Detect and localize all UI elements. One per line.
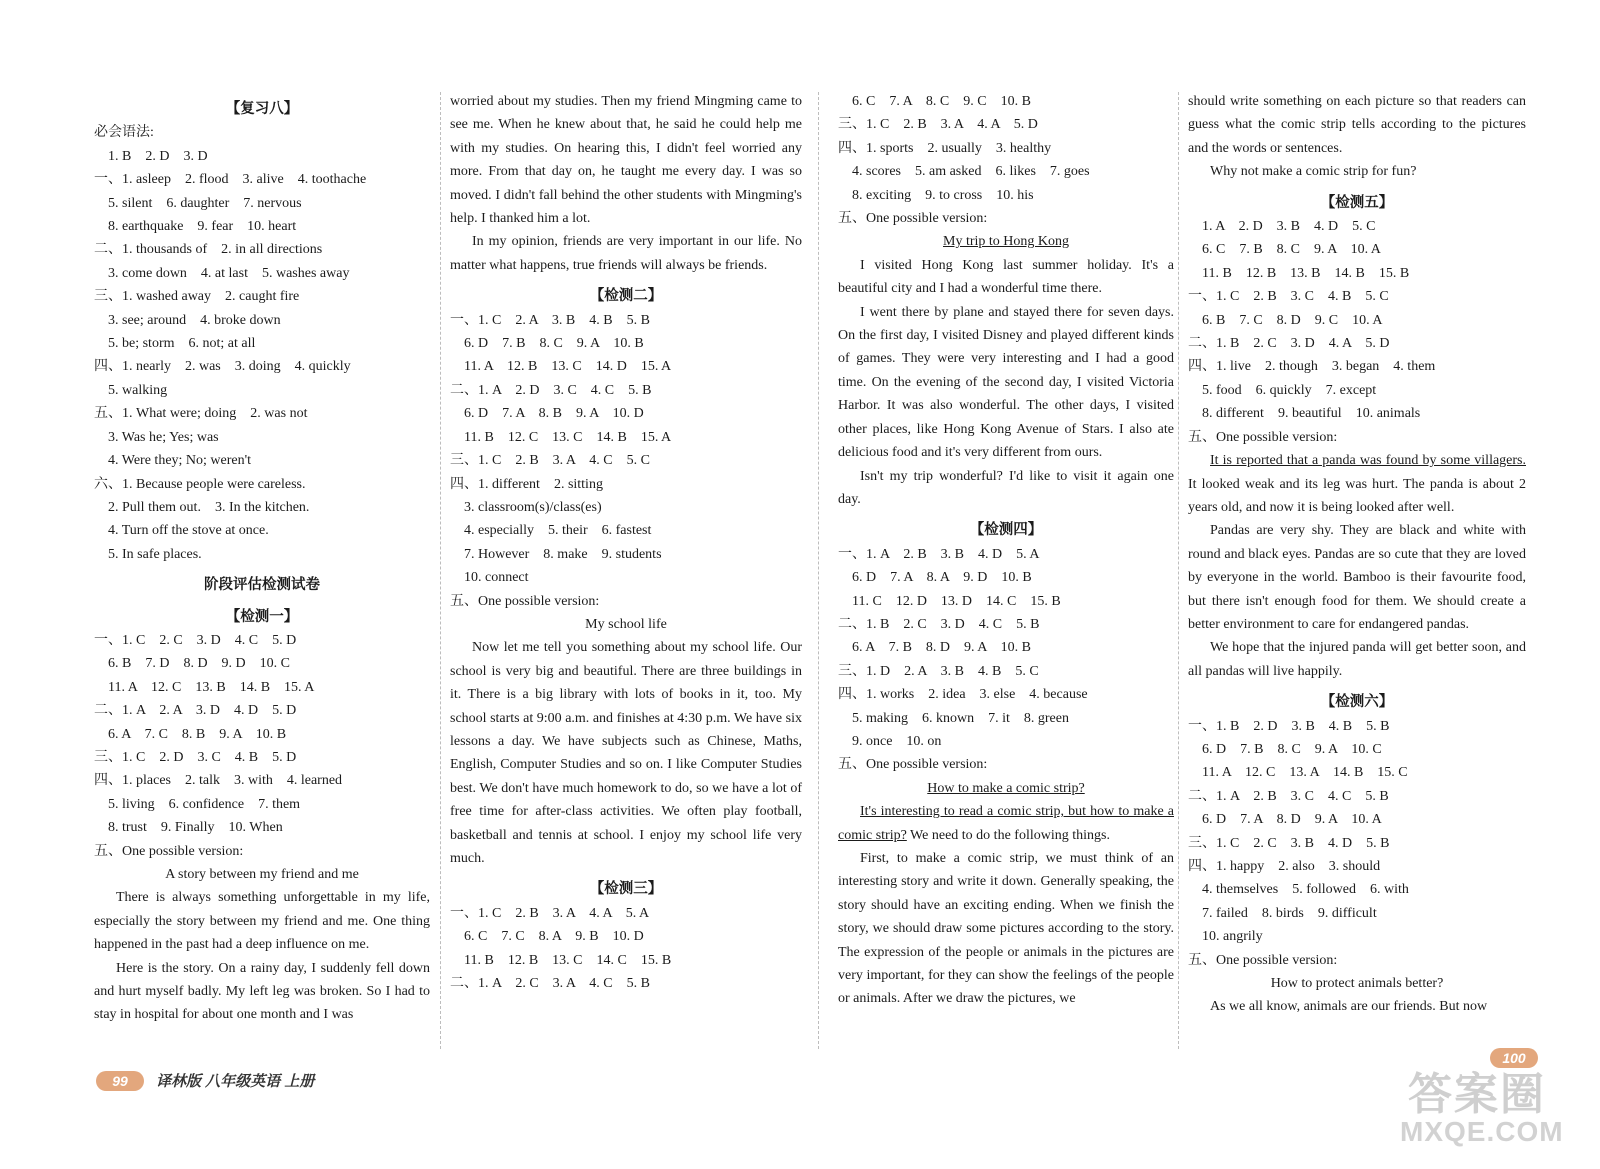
section-heading: 阶段评估检测试卷 — [204, 577, 320, 594]
essay-paragraph: Isn't my trip wonderful? I'd like to visit it again one day. — [838, 468, 1174, 507]
essay-paragraph: As we all know, animals are our friends. But now — [1210, 999, 1488, 1015]
answer-line: 二、1. A 2. B 3. C 4. C 5. B — [1188, 788, 1389, 804]
answer-line: 11. B 12. C 13. C 14. B 15. A — [450, 429, 672, 445]
answer-line: 11. A 12. C 13. B 14. B 15. A — [94, 679, 315, 695]
answer-line: 6. D 7. B 8. C 9. A 10. B — [450, 336, 644, 352]
essay-title: My school life — [585, 616, 667, 632]
answer-line: 10. angrily — [1188, 929, 1263, 945]
answer-line: 10. connect — [450, 570, 529, 586]
answer-line: 3. classroom(s)/class(es) — [450, 499, 602, 515]
answer-line: 五、One possible version: — [1188, 429, 1338, 445]
answer-line: 五、One possible version: — [94, 843, 244, 859]
answer-line: 三、1. C 2. D 3. C 4. B 5. D — [94, 749, 297, 765]
column-divider — [818, 92, 819, 1049]
watermark-logo — [1398, 1058, 1563, 1158]
answer-line: 11. C 12. D 13. D 14. C 15. B — [838, 593, 1061, 609]
answer-line: 5. In safe places. — [94, 546, 202, 562]
answer-line: 5. walking — [94, 382, 168, 398]
answer-column-3 — [838, 90, 1174, 1011]
answer-line: 一、1. C 2. A 3. B 4. B 5. B — [450, 312, 650, 328]
answer-line: 6. C 7. B 8. C 9. A 10. A — [1188, 242, 1381, 258]
essay-title-text: My trip to Hong Kong — [943, 234, 1069, 250]
answer-line: 3. Was he; Yes; was — [94, 429, 219, 445]
answer-line: 6. D 7. A 8. B 9. A 10. D — [450, 406, 644, 422]
answer-line: 二、1. A 2. D 3. C 4. C 5. B — [450, 382, 652, 398]
answer-line: 二、1. A 2. A 3. D 4. D 5. D — [94, 703, 297, 719]
section-heading: 【复习八】 — [225, 101, 299, 117]
answer-line: 8. exciting 9. to cross 10. his — [838, 187, 1034, 203]
essay-paragraph: We hope that the injured panda will get better soon, and all pandas will live happily. — [1188, 640, 1526, 679]
section-heading: 【检测四】 — [969, 522, 1043, 539]
answer-line: 7. failed 8. birds 9. difficult — [1188, 905, 1377, 921]
essay-title-text: How to make a comic strip? — [927, 780, 1085, 796]
answer-line: 二、1. B 2. C 3. D 4. C 5. B — [838, 616, 1040, 632]
essay-title: A story between my friend and me — [165, 867, 359, 882]
section-heading: 【检测六】 — [1320, 694, 1394, 711]
page-footer — [96, 1070, 314, 1091]
answer-line: 五、One possible version: — [450, 593, 600, 609]
essay-paragraph: First, to make a comic strip, we must think of an interesting story and write it down. Generally speaking, the story should have an exciting ending. When we finish the story, we should draw some pictures according to the story. The expression of the people or animals in the pictures are very important, for they can show the feelings of the people or animals. After we draw the pictures, we — [838, 851, 1174, 1007]
essay-title — [838, 777, 1174, 800]
answer-line: 11. A 12. C 13. A 14. B 15. C — [1188, 765, 1408, 781]
essay-paragraph-continued: should write something on each picture so that readers can guess what the comic strip tells according to the pictures and the words or sentences. — [1188, 94, 1526, 156]
answer-line: 4. themselves 5. followed 6. with — [1188, 882, 1409, 898]
answer-line: 五、1. What were; doing 2. was not — [94, 406, 308, 422]
section-heading: 【检测二】 — [589, 288, 663, 305]
answer-line: 4. especially 5. their 6. fastest — [450, 523, 652, 539]
answer-line: 9. once 10. on — [838, 733, 942, 749]
answer-line: 一、1. C 2. C 3. D 4. C 5. D — [94, 632, 297, 648]
answer-line: 6. D 7. A 8. D 9. A 10. A — [1188, 812, 1382, 828]
answer-column-4 — [1188, 90, 1526, 1019]
answer-line: 四、1. places 2. talk 3. with 4. learned — [94, 773, 343, 789]
answer-line: 二、1. B 2. C 3. D 4. A 5. D — [1188, 336, 1390, 352]
answer-line: 6. B 7. C 8. D 9. C 10. A — [1188, 312, 1383, 328]
answer-line: 一、1. C 2. B 3. A 4. A 5. A — [450, 905, 650, 921]
page-number-right: 100 — [1490, 1048, 1538, 1068]
section-heading: 【检测一】 — [225, 608, 299, 625]
answer-line: 六、1. Because people were careless. — [94, 476, 306, 492]
essay-paragraph: I visited Hong Kong last summer holiday. It's a beautiful city and I had a wonderful time there. — [838, 257, 1174, 297]
essay-paragraph — [838, 800, 1174, 847]
watermark-chars: 答案圈 — [1408, 1069, 1546, 1120]
answer-line: 8. different 9. beautiful 10. animals — [1188, 406, 1421, 422]
answer-line: 三、1. C 2. B 3. A 4. A 5. D — [838, 117, 1038, 133]
answer-line: 五、One possible version: — [1188, 952, 1338, 968]
watermark-url: MXQE.COM — [1400, 1116, 1564, 1147]
answer-line: 2. Pull them out. 3. In the kitchen. — [94, 499, 310, 515]
underlined-topic-sentence: It's interesting to read a comic strip, but how to make a comic strip? — [838, 804, 1174, 843]
answer-line: 四、1. sports 2. usually 3. healthy — [838, 140, 1052, 156]
essay-paragraph: Now let me tell you something about my school life. Our school is very big and beautiful. There are three buildings in it. There is a big library with lots of books in it, too. My school starts at 9:00 a.m. and finishes at 4:30 p.m. We have six lessons a day. We have subjects such as Chinese, Maths, English, Computer Studies and so on. I like Computer Studies best. We don't have much homework to do, so we have a lot of free time for after-class activities. We often play football, basketball and tennis at school. I enjoy my school life very much. — [450, 640, 802, 866]
answer-line: 四、1. nearly 2. was 3. doing 4. quickly — [94, 359, 351, 375]
answer-line: 5. living 6. confidence 7. them — [94, 796, 301, 812]
section-heading: 【检测三】 — [589, 881, 663, 898]
answer-line: 5. making 6. known 7. it 8. green — [838, 710, 1069, 726]
answer-line: 4. scores 5. am asked 6. likes 7. goes — [838, 164, 1090, 180]
answer-line: 三、1. washed away 2. caught fire — [94, 289, 300, 305]
essay-paragraph-continued: worried about my studies. Then my friend Mingming came to see me. When he knew about that, he said he could help me with my studies. On hearing this, I didn't feel worried any more. From that day on, he taught me every day. I was so moved. I didn't fall behind the other students with Mingming's help. I thanked him a lot. — [450, 94, 802, 227]
answer-line: 四、1. live 2. though 3. began 4. them — [1188, 359, 1436, 375]
answer-line: 五、One possible version: — [838, 211, 988, 227]
answer-line: 6. D 7. B 8. C 9. A 10. C — [1188, 741, 1382, 757]
answer-line: 6. A 7. B 8. D 9. A 10. B — [838, 640, 1031, 656]
answer-line: 8. trust 9. Finally 10. When — [94, 820, 283, 836]
answer-line: 四、1. different 2. sitting — [450, 476, 603, 492]
answer-line: 三、1. D 2. A 3. B 4. B 5. C — [838, 663, 1039, 679]
answer-line: 6. D 7. A 8. A 9. D 10. B — [838, 570, 1032, 586]
essay-title: How to protect animals better? — [1270, 976, 1444, 992]
answer-line: 1. A 2. D 3. B 4. D 5. C — [1188, 219, 1376, 235]
column-divider — [440, 92, 441, 1049]
section-heading: 【检测五】 — [1320, 194, 1394, 211]
answer-line: 8. earthquake 9. fear 10. heart — [94, 219, 297, 235]
answer-column-2 — [450, 90, 802, 995]
essay-paragraph: There is always something unforgettable in my life, especially the story between my friend and me. One thing happened in the past had a deep influence on me. — [94, 890, 430, 953]
page-number-left: 99 — [96, 1071, 144, 1091]
answer-line: 6. C 7. C 8. A 9. B 10. D — [450, 929, 644, 945]
answer-line: 二、1. thousands of 2. in all directions — [94, 242, 323, 258]
answer-line: 6. B 7. D 8. D 9. D 10. C — [94, 656, 291, 672]
essay-paragraph: Here is the story. On a rainy day, I suddenly fell down and hurt myself badly. My left leg was broken. So I had to stay in hospital for about one month and I was — [94, 960, 430, 1023]
answer-line: 四、1. happy 2. also 3. should — [1188, 859, 1381, 874]
answer-line: 五、One possible version: — [838, 757, 988, 773]
answer-line: 4. Turn off the stove at once. — [94, 523, 269, 539]
essay-title — [838, 230, 1174, 253]
answer-column-1 — [94, 90, 430, 1027]
essay-paragraph: I went there by plane and stayed there for seven days. On the first day, I visited Disney and played different kinds of games. They were very interesting and I had a good time. On the evening of the second day, I visited Victoria Harbor. It was also wonderful. The other days, I visited other places, like Hong Kong Avenue of Stars. I also ate delicious food and it's very different from ours. — [838, 304, 1174, 461]
book-title: 译林版 八年级英语 上册 — [156, 1073, 315, 1090]
answer-line: 3. come down 4. at last 5. washes away — [94, 265, 350, 281]
paragraph-text: We need to do the following things. — [906, 827, 1110, 843]
answer-line: 11. A 12. B 13. C 14. D 15. A — [450, 359, 672, 375]
answer-line: 二、1. A 2. C 3. A 4. C 5. B — [450, 976, 650, 992]
answer-line: 一、1. asleep 2. flood 3. alive 4. toothache — [94, 172, 367, 188]
underlined-topic-sentence: It is reported that a panda was found by some villagers. — [1210, 453, 1526, 469]
answer-line: 一、1. A 2. B 3. B 4. D 5. A — [838, 546, 1040, 562]
answer-line: 4. Were they; No; weren't — [94, 453, 252, 469]
answer-line: 11. B 12. B 13. C 14. C 15. B — [450, 952, 672, 968]
answer-line: 6. A 7. C 8. B 9. A 10. B — [94, 726, 287, 742]
answer-line: 一、1. B 2. D 3. B 4. B 5. B — [1188, 718, 1390, 734]
essay-paragraph: Pandas are very shy. They are black and white with round and black eyes. Pandas are so cute that they are loved by everyone in the world. Bamboo is their favourite food, but there isn't enough food for them. We should create a better environment to care for endangered pandas. — [1188, 523, 1526, 632]
answer-line: 6. C 7. A 8. C 9. C 10. B — [838, 94, 1031, 109]
answer-line: 5. silent 6. daughter 7. nervous — [94, 195, 302, 211]
answer-line: 11. B 12. B 13. B 14. B 15. B — [1188, 265, 1410, 281]
answer-line: 1. B 2. D 3. D — [94, 148, 208, 164]
answer-line: 一、1. C 2. B 3. C 4. B 5. C — [1188, 289, 1389, 305]
essay-paragraph: Why not make a comic strip for fun? — [1210, 164, 1417, 180]
answer-line: 必会语法: — [94, 125, 154, 141]
essay-paragraph — [1188, 449, 1526, 519]
answer-line: 7. However 8. make 9. students — [450, 546, 662, 562]
essay-paragraph: In my opinion, friends are very important in our life. No matter what happens, true friends will always be friends. — [450, 234, 802, 273]
answer-line: 四、1. works 2. idea 3. else 4. because — [838, 687, 1088, 703]
answer-line: 5. be; storm 6. not; at all — [94, 336, 256, 352]
paragraph-text: It looked weak and its leg was hurt. The panda is about 2 years old, and now it is being looked after well. — [1188, 476, 1526, 515]
column-divider — [1178, 92, 1179, 1049]
answer-line: 三、1. C 2. C 3. B 4. D 5. B — [1188, 835, 1390, 851]
answer-line: 三、1. C 2. B 3. A 4. C 5. C — [450, 453, 650, 469]
answer-line: 3. see; around 4. broke down — [94, 312, 281, 328]
answer-line: 5. food 6. quickly 7. except — [1188, 382, 1377, 398]
